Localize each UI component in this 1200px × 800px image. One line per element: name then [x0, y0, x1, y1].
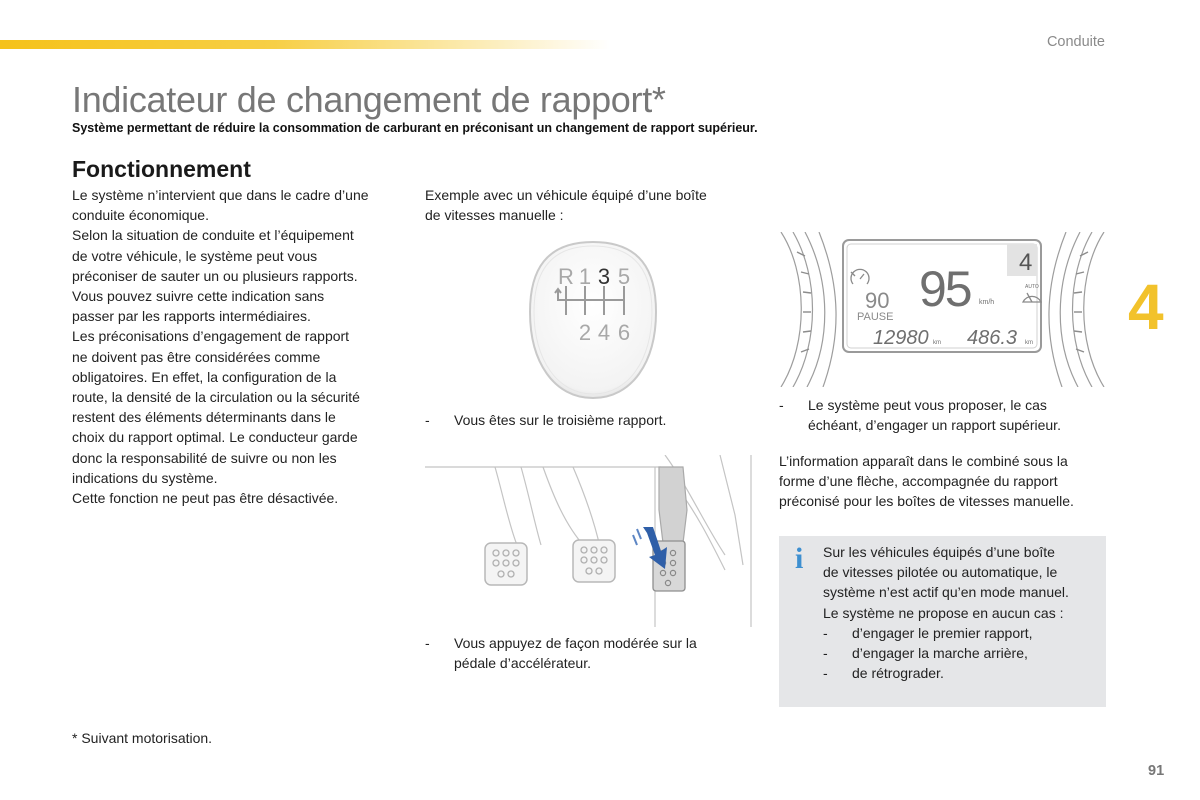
text-line: passer par les rapports intermédiaires. [72, 308, 311, 325]
text-line: de vitesses pilotée ou automatique, le [823, 564, 1058, 581]
list-item-text: d’engager le premier rapport, [852, 624, 1033, 641]
brake-pedal [573, 540, 615, 582]
text-line: choix du rapport optimal. Le conducteur garde [72, 429, 358, 446]
text-line: Selon la situation de conduite et l’équipement [72, 227, 354, 244]
gear-label-6: 6 [617, 320, 631, 345]
pause-status: PAUSE [857, 311, 894, 323]
accelerator-pedal [633, 467, 687, 591]
text-line: système n’est actif qu’en mode manuel. [823, 584, 1069, 601]
text-line: Vous pouvez suivre cette indication sans [72, 288, 325, 305]
gear-knob-illustration [528, 240, 658, 400]
caption-dash: - [425, 635, 430, 651]
example-intro [425, 185, 755, 225]
caption-dash: - [425, 412, 430, 428]
text-line: Le système ne propose en aucun cas : [823, 604, 1064, 621]
gear-label-5: 5 [617, 264, 631, 289]
clutch-pedal [485, 543, 527, 585]
gear-indicator: 4 [1019, 249, 1033, 276]
section-title: Conduite [1046, 34, 1105, 50]
trip-unit: km [1025, 340, 1033, 346]
text-line: forme d’une flèche, accompagnée du rapport [779, 473, 1058, 490]
pedal-illustration [425, 455, 753, 627]
instrument-cluster-illustration [779, 232, 1106, 387]
gear-label-4: 4 [597, 320, 611, 345]
auto-label: AUTO [1025, 284, 1039, 290]
text-line: Les préconisations d’engagement de rapport [72, 328, 350, 345]
text-line: de votre véhicule, le système peut vous [72, 247, 318, 264]
list-dash: - [823, 624, 828, 641]
caption-gear [425, 410, 755, 430]
chapter-number: 4 [1128, 271, 1164, 343]
text-line: restent des éléments déterminants dans le [72, 409, 336, 426]
gear-label-3: 3 [597, 264, 611, 289]
text-line: de vitesses manuelle : [425, 207, 564, 224]
list-item-text: de rétrograder. [852, 665, 944, 682]
list-item-text: d’engager la marche arrière, [852, 645, 1028, 662]
list-dash: - [823, 645, 828, 662]
list-item [823, 623, 1098, 643]
trip-readout: 486.3 [967, 327, 1018, 349]
gear-label-2: 2 [578, 320, 592, 345]
info-note-box [779, 536, 1106, 707]
odometer-unit: km [933, 340, 941, 346]
gear-label-1: 1 [578, 264, 592, 289]
info-paragraph [779, 451, 1114, 512]
gear-label-r: R [558, 264, 574, 289]
header-accent-bar [0, 40, 610, 49]
set-speed-readout: 90 [865, 288, 890, 313]
caption-cluster [779, 395, 1109, 435]
text-line: Sur les véhicules équipés d’une boîte [823, 544, 1055, 560]
page-title: Indicateur de changement de rapport* [72, 79, 666, 120]
info-note-text [823, 542, 1098, 683]
left-column-text [72, 185, 407, 508]
caption-text: Vous êtes sur le troisième rapport. [454, 412, 667, 428]
caption-dash: - [779, 397, 784, 413]
text-line: route, la densité de la circulation ou la sécurité [72, 389, 360, 406]
caption-line: pédale d’accélérateur. [454, 655, 591, 672]
text-line: indications du système. [72, 469, 218, 486]
caption-line: Le système peut vous proposer, le cas [808, 397, 1047, 413]
speed-readout: 95 [919, 261, 971, 317]
odometer-readout: 12980 [873, 327, 929, 349]
text-line: Le système n’intervient que dans le cadre d’une [72, 187, 369, 203]
caption-line: Vous appuyez de façon modérée sur la [454, 635, 697, 651]
text-line: préconiser de sauter un ou plusieurs rapports. [72, 267, 358, 284]
text-line: L’information apparaît dans le combiné sous la [779, 453, 1068, 469]
list-dash: - [823, 665, 828, 682]
text-line: ne doivent pas être considérées comme [72, 348, 321, 365]
text-line: Exemple avec un véhicule équipé d’une boîte [425, 187, 707, 203]
caption-line: échéant, d’engager un rapport supérieur. [808, 417, 1061, 434]
text-line: préconisé pour les boîtes de vitesses manuelle. [779, 493, 1074, 510]
info-icon: i [795, 542, 804, 575]
text-line: conduite économique. [72, 207, 209, 224]
page-subtitle: Système permettant de réduire la consommation de carburant en préconisant un changement de rapport supérieur. [72, 121, 758, 135]
text-line: donc la responsabilité de suivre ou non les [72, 449, 337, 466]
page-number: 91 [1148, 763, 1165, 779]
text-line: obligatoires. En effet, la configuration de la [72, 368, 337, 385]
list-item [823, 663, 1098, 683]
caption-pedal [425, 633, 745, 673]
text-line: Cette fonction ne peut pas être désactivée. [72, 490, 339, 507]
speed-unit: km/h [979, 299, 995, 306]
section-heading: Fonctionnement [72, 156, 251, 182]
list-item [823, 643, 1098, 663]
footnote: * Suivant motorisation. [72, 730, 213, 746]
